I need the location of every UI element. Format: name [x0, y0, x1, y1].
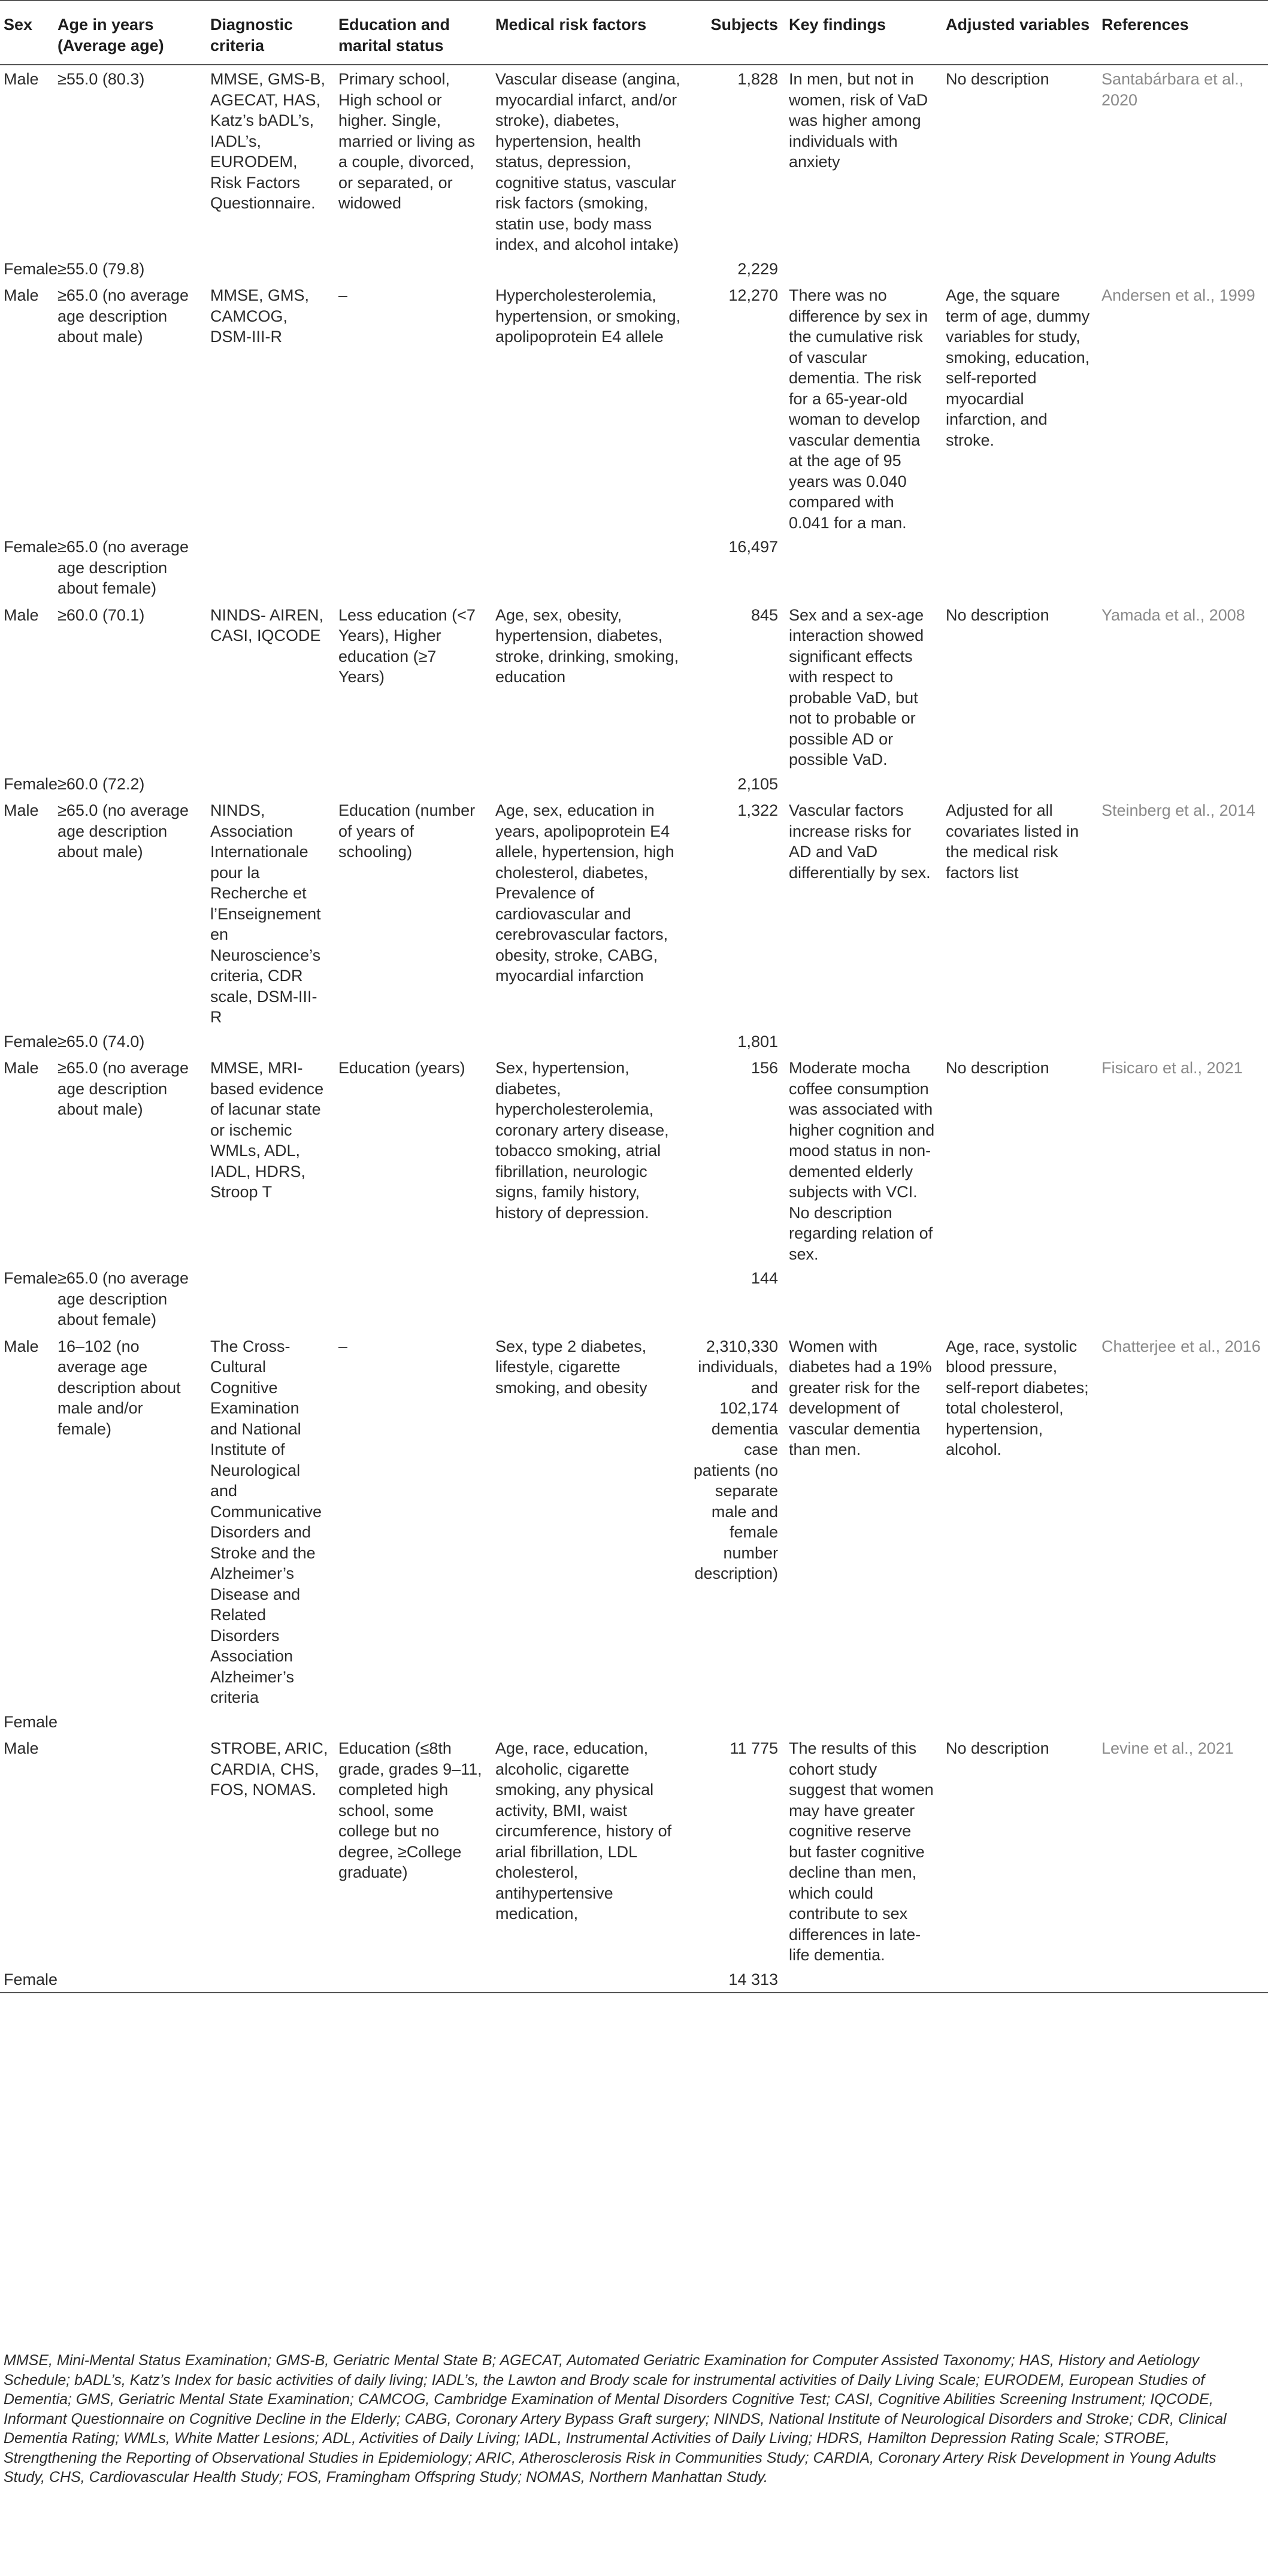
cell-medical-risk-factors: Age, sex, education in years, apolipoprotein E4 allele, hypertension, high cholesterol, diabetes, Prevalence of cardiovascular and cerebrovascular factors, obesity, stroke, CABG, myocardial infarction	[495, 801, 674, 985]
table-row	[0, 1735, 1268, 1968]
cell-education: –	[338, 286, 348, 304]
cell-subjects: 16,497	[728, 538, 778, 556]
header-row	[0, 1, 1268, 65]
cell-diagnostic-criteria	[205, 1968, 334, 1993]
cell-adjusted-variables: No description	[946, 70, 1049, 88]
cell-diagnostic-criteria	[205, 1267, 334, 1333]
cell-subjects: 2,229	[737, 259, 778, 278]
cell-education: Education (years)	[338, 1059, 465, 1077]
cell-diagnostic-criteria: MMSE, GMS, CAMCOG, DSM-III-R	[210, 286, 310, 346]
cell-diagnostic-criteria: NINDS- AIREN, CASI, IQCODE	[210, 606, 324, 644]
cell-medical-risk-factors: Sex, type 2 diabetes, lifestyle, cigarette smoking, and obesity	[495, 1337, 647, 1397]
cell-sex: Female	[4, 1269, 58, 1287]
cell-age	[53, 1735, 205, 1968]
cell-medical-risk-factors	[491, 1030, 688, 1055]
table-row	[0, 797, 1268, 1030]
cell-subjects: 14 313	[688, 1968, 784, 1993]
cell-sex: Male	[4, 1337, 39, 1355]
cell-key-findings	[784, 1711, 941, 1735]
cell-education: –	[338, 1337, 348, 1355]
cell-key-findings: Moderate mocha coffee consumption was associated with higher cognition and mood status in non-demented elderly subjects with VCI. No description regarding relation of sex.	[789, 1059, 935, 1263]
cell-reference: Andersen et al., 1999	[1101, 286, 1255, 304]
cell-diagnostic-criteria: MMSE, GMS-B, AGECAT, HAS, Katz’s bADL’s, IADL’s, EURODEM, Risk Factors Questionnaire.	[210, 70, 326, 212]
cell-education	[334, 1711, 491, 1735]
cell-subjects: 1,322	[737, 801, 778, 819]
cell-education	[334, 773, 491, 797]
table-row	[0, 535, 1268, 601]
cell-education	[334, 535, 491, 601]
cell-subjects	[688, 1711, 784, 1735]
cell-education: Less education (<7 Years), Higher education (≥7 Years)	[338, 606, 476, 686]
cell-sex: Male	[4, 1059, 39, 1077]
cell-diagnostic-criteria	[205, 773, 334, 797]
cell-subjects: 144	[750, 1269, 778, 1287]
cell-sex: Male	[4, 1739, 39, 1757]
header-age: Age in years (Average age)	[53, 1, 205, 65]
cell-age: ≥65.0 (no average age description about female)	[58, 1269, 189, 1328]
cell-adjusted-variables	[941, 258, 1097, 282]
cell-medical-risk-factors	[491, 773, 688, 797]
cell-reference: Fisicaro et al., 2021	[1101, 1059, 1243, 1077]
cell-sex: Female	[4, 538, 58, 556]
header-adjusted-variables: Adjusted variables	[941, 1, 1097, 65]
cell-key-findings	[784, 258, 941, 282]
table-row	[0, 1030, 1268, 1055]
table-row	[0, 1054, 1268, 1267]
cell-education: Education (number of years of schooling)	[338, 801, 476, 861]
cell-adjusted-variables	[941, 535, 1097, 601]
cell-education	[334, 258, 491, 282]
cell-adjusted-variables: No description	[946, 1739, 1049, 1757]
cell-reference: Levine et al., 2021	[1101, 1739, 1234, 1757]
cell-sex: Female	[4, 774, 58, 793]
cell-adjusted-variables: Age, the square term of age, dummy variables for study, smoking, education, self-reported myocardial infarction, and stroke.	[946, 286, 1090, 449]
header-education: Education and marital status	[334, 1, 491, 65]
cell-adjusted-variables	[941, 1968, 1097, 1993]
table-row	[0, 65, 1268, 258]
cell-medical-risk-factors	[491, 535, 688, 601]
cell-age: ≥65.0 (no average age description about male)	[58, 801, 189, 861]
cell-diagnostic-criteria: MMSE, MRI-based evidence of lacunar state or ischemic WMLs, ADL, IADL, HDRS, Stroop T	[210, 1059, 324, 1201]
cell-sex: Male	[4, 286, 39, 304]
cell-reference	[1097, 535, 1268, 601]
cell-key-findings: Sex and a sex-age interaction showed significant effects with respect to probable VaD, but not to probable or possible AD or possible VaD.	[789, 606, 924, 768]
cell-subjects: 12,270	[728, 286, 778, 304]
cell-age: ≥65.0 (no average age description about male)	[58, 286, 189, 346]
cell-diagnostic-criteria: NINDS, Association Internationale pour la Recherche et l’Enseignement en Neuroscience’s criteria, CDR scale, DSM-III-R	[210, 801, 321, 1026]
cell-reference	[1097, 1968, 1268, 1993]
cell-sex: Female	[4, 1032, 58, 1051]
cell-diagnostic-criteria	[205, 535, 334, 601]
cell-sex: Female	[4, 1712, 58, 1731]
cell-key-findings: Women with diabetes had a 19% greater risk for the development of vascular dementia than men.	[789, 1337, 932, 1458]
cell-reference	[1097, 258, 1268, 282]
cell-medical-risk-factors	[491, 258, 688, 282]
cell-sex: Female	[4, 259, 58, 278]
table-header	[0, 1, 1268, 65]
cell-key-findings	[784, 1267, 941, 1333]
cell-key-findings: In men, but not in women, risk of VaD was higher among individuals with anxiety	[789, 70, 928, 171]
cell-age: ≥60.0 (72.2)	[58, 774, 145, 793]
cell-sex: Female	[0, 1968, 53, 1993]
cell-medical-risk-factors	[491, 1711, 688, 1735]
cell-adjusted-variables	[941, 1030, 1097, 1055]
cell-reference: Santabárbara et al., 2020	[1101, 70, 1244, 109]
cell-key-findings: The results of this cohort study suggest that women may have greater cognitive reserve but faster cognitive decline than men, which could contribute to sex differences in late-life dementia.	[789, 1739, 934, 1964]
cell-education	[334, 1267, 491, 1333]
cell-subjects: 1,828	[737, 70, 778, 88]
cell-subjects: 845	[750, 606, 778, 624]
cell-key-findings: There was no difference by sex in the cumulative risk of vascular dementia. The risk for a 65-year-old woman to develop vascular dementia at the age of 95 years was 0.040 compared with 0.041 for a man.	[789, 286, 928, 532]
cell-reference	[1097, 1030, 1268, 1055]
cell-sex: Male	[4, 606, 39, 624]
cell-subjects: 11 775	[730, 1739, 778, 1757]
cell-medical-risk-factors	[491, 1267, 688, 1333]
cell-age: 16–102 (no average age description about male and/or female)	[58, 1337, 181, 1438]
cell-age: ≥65.0 (74.0)	[58, 1032, 145, 1051]
header-subjects: Subjects	[688, 1, 784, 65]
table-row	[0, 281, 1268, 535]
cell-subjects: 2,105	[737, 774, 778, 793]
cell-adjusted-variables: No description	[946, 1059, 1049, 1077]
cell-diagnostic-criteria	[205, 258, 334, 282]
cell-adjusted-variables	[941, 1267, 1097, 1333]
cell-adjusted-variables: Adjusted for all covariates listed in the medical risk factors list	[946, 801, 1079, 882]
cell-adjusted-variables	[941, 1711, 1097, 1735]
header-key-findings: Key findings	[784, 1, 941, 65]
cell-reference: Steinberg et al., 2014	[1101, 801, 1255, 819]
cell-diagnostic-criteria	[205, 1711, 334, 1735]
cell-age	[53, 1711, 205, 1735]
cell-diagnostic-criteria: The Cross-Cultural Cognitive Examination and National Institute of Neurological and Communicative Disorders and Stroke and the Alzheimer’s Disease and Related Disorders Association Alzheimer’s criteria	[210, 1337, 322, 1706]
table-row	[0, 1711, 1268, 1735]
table-row	[0, 601, 1268, 773]
header-medical-risk-factors: Medical risk factors	[491, 1, 688, 65]
cell-reference: Chatterjee et al., 2016	[1101, 1337, 1261, 1355]
cell-medical-risk-factors: Age, sex, obesity, hypertension, diabetes, stroke, drinking, smoking, education	[495, 606, 679, 686]
cell-age: ≥55.0 (79.8)	[58, 259, 145, 278]
cell-reference	[1097, 1711, 1268, 1735]
cell-medical-risk-factors: Vascular disease (angina, myocardial infarct, and/or stroke), diabetes, hypertension, health status, depression, cognitive status, vascular risk factors (smoking, statin use, body mass index, and alcohol intake)	[495, 70, 680, 253]
cell-key-findings	[784, 1030, 941, 1055]
header-sex: Sex	[0, 1, 53, 65]
cell-key-findings	[784, 1968, 941, 1993]
cell-medical-risk-factors	[491, 1968, 688, 1993]
cell-age: ≥60.0 (70.1)	[58, 606, 145, 624]
cell-sex: Male	[4, 801, 39, 819]
cell-subjects: 1,801	[737, 1032, 778, 1051]
table-row	[0, 773, 1268, 797]
table-row	[0, 1333, 1268, 1711]
cell-reference	[1097, 1267, 1268, 1333]
cell-diagnostic-criteria: STROBE, ARIC, CARDIA, CHS, FOS, NOMAS.	[210, 1739, 328, 1799]
cell-medical-risk-factors: Age, race, education, alcoholic, cigarette smoking, any physical activity, BMI, waist circumference, history of arial fibrillation, LDL cholesterol, antihypertensive medication,	[495, 1739, 672, 1923]
cell-subjects: 156	[750, 1059, 778, 1077]
cell-age	[53, 1968, 205, 1993]
cell-age: ≥65.0 (no average age description about female)	[58, 538, 189, 597]
cell-age: ≥65.0 (no average age description about male)	[58, 1059, 189, 1118]
cell-reference: Yamada et al., 2008	[1101, 606, 1245, 624]
cell-education: Primary school, High school or higher. Single, married or living as a couple, divorced, or separated, or widowed	[338, 70, 476, 212]
cell-education	[334, 1030, 491, 1055]
cell-adjusted-variables: Age, race, systolic blood pressure, self-report diabetes; total cholesterol, hypertension, alcohol.	[946, 1337, 1089, 1458]
cell-education: Education (≤8th grade, grades 9–11, completed high school, some college but no degree, ≥College graduate)	[338, 1739, 482, 1881]
cell-reference	[1097, 773, 1268, 797]
header-diagnostic-criteria: Diagnostic criteria	[205, 1, 334, 65]
cell-diagnostic-criteria	[205, 1030, 334, 1055]
table-row	[0, 1267, 1268, 1333]
cell-medical-risk-factors: Hypercholesterolemia, hypertension, or smoking, apolipoprotein E4 allele	[495, 286, 681, 346]
table-footnote: MMSE, Mini-Mental Status Examination; GMS-B, Geriatric Mental State B; AGECAT, Automated Geriatric Examination for Computer Assisted Taxonomy; HAS, History and Aetiology Schedule; bADL’s, Katz’s Index for basic activities of daily living; IADL’s, the Lawton and Brody scale for instrumental activities of Daily Living Scale; EURODEM, European Studies of Dementia; GMS, Geriatric Mental State Examination; CAMCOG, Cambridge Examination of Mental Disorders Cognitive Test; CASI, Cognitive Abilities Screening Instrument; IQCODE, Informant Questionnaire on Cognitive Decline in the Elderly; CABG, Coronary Artery Bypass Graft surgery; NINDS, National Institute of Neurological Disorders and Stroke; CDR, Clinical Dementia Rating; WMLs, White Matter Lesions; ADL, Activities of Daily Living; IADL, Instrumental Activities of Daily Living; HDRS, Hamilton Depression Rating Scale; STROBE, Strengthening the Reporting of Observational Studies in Epidemiology; ARIC, Atherosclerosis Risk in Communities Study; CARDIA, Coronary Artery Risk Development in Young Adults Study, CHS, Cardiovascular Health Study; FOS, Framingham Offspring Study; NOMAS, Northern Manhattan Study.	[4, 2352, 1227, 2486]
cell-key-findings: Vascular factors increase risks for AD and VaD differentially by sex.	[789, 801, 931, 882]
cell-medical-risk-factors: Sex, hypertension, diabetes, hypercholesterolemia, coronary artery disease, tobacco smoking, atrial fibrillation, neurologic signs, family history, history of depression.	[495, 1059, 669, 1222]
table-row	[0, 258, 1268, 282]
cell-subjects: 2,310,330 individuals, and 102,174 dementia case patients (no separate male and female number description)	[693, 1337, 778, 1582]
header-references: References	[1097, 1, 1268, 65]
cell-age: ≥55.0 (80.3)	[58, 70, 145, 88]
cell-sex: Male	[4, 70, 39, 88]
cell-adjusted-variables	[941, 773, 1097, 797]
cell-key-findings	[784, 773, 941, 797]
table-row	[0, 1968, 1268, 1993]
table-body	[0, 65, 1268, 1993]
cell-education	[334, 1968, 491, 1993]
cell-adjusted-variables: No description	[946, 606, 1049, 624]
cell-key-findings	[784, 535, 941, 601]
